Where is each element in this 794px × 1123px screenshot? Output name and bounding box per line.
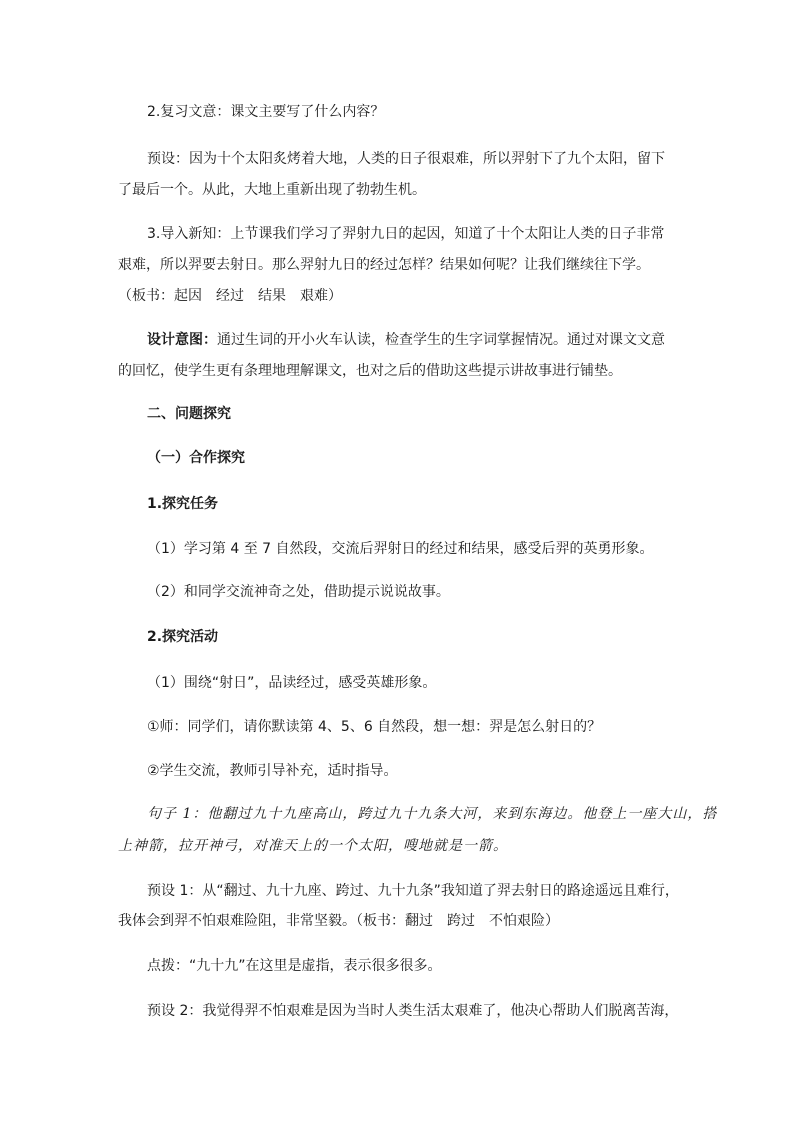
design-intent-text: 通过生词的开小火车认读，检查学生的生字词掌握情况。通过对课文文意 (217, 332, 665, 348)
activity-item-1: （1）围绕“射日”，品读经过，感受英雄形象。 (147, 675, 437, 691)
preset-1-line-2: 我体会到羿不怕艰难险阻，非常坚毅。（板书：翻过 跨过 不怕艰险） (118, 913, 559, 929)
preset-answer-line-2: 了最后一个。从此，大地上重新出现了勃勃生机。 (118, 182, 426, 198)
new-knowledge-line-1: 3.导入新知：上节课我们学习了羿射九日的起因，知道了十个太阳让人类的日子非常 (147, 226, 665, 242)
new-knowledge-line-2: 艰难，所以羿要去射日。那么羿射九日的经过怎样？结果如何呢？让我们继续往下学。 (118, 257, 650, 273)
task-item-1: （1）学习第 4 至 7 自然段，交流后羿射日的经过和结果，感受后羿的英勇形象。 (147, 541, 654, 557)
task-item-2: （2）和同学交流神奇之处，借助提示说说故事。 (147, 584, 450, 600)
teacher-prompt: ①师：同学们，请你默读第 4、5、6 自然段，想一想：羿是怎么射日的？ (147, 719, 602, 735)
review-question: 2.复习文意：课文主要写了什么内容？ (147, 104, 385, 120)
subsection-heading-cooperation: （一）合作探究 (147, 450, 245, 466)
heading-inquiry-task: 1.探究任务 (147, 496, 219, 512)
preset-1-line-1: 预设 1：从“翻过、九十九座、跨过、九十九条”我知道了羿去射日的路途遥远且难行， (147, 883, 679, 899)
design-intent-label: 设计意图： (147, 332, 217, 348)
student-exchange: ②学生交流，教师引导补充，适时指导。 (147, 763, 398, 779)
preset-answer-line-1: 预设：因为十个太阳炙烤着大地，人类的日子很艰难，所以羿射下了九个太阳，留下 (147, 151, 665, 167)
hint-note: 点拨：“九十九”在这里是虚指，表示很多很多。 (147, 958, 442, 974)
sentence-1-line-2: 上神箭，拉开神弓，对准天上的一个太阳，嗖地就是一箭。 (118, 838, 508, 854)
design-intent-line-2: 的回忆，使学生更有条理地理解课文，也对之后的借助这些提示讲故事进行铺垫。 (118, 363, 622, 379)
heading-inquiry-activity: 2.探究活动 (147, 629, 219, 645)
board-note: （板书：起因 经过 结果 艰难） (118, 288, 342, 304)
section-heading-inquiry: 二、问题探究 (147, 406, 231, 422)
design-intent-line-1 (118, 325, 717, 356)
preset-2-line-1: 预设 2：我觉得羿不怕艰难是因为当时人类生活太艰难了，他决心帮助人们脱离苦海， (147, 1003, 679, 1019)
sentence-1-line-1: 句子 1：他翻过九十九座高山，跨过九十九条大河，来到东海边。他登上一座大山，搭 (147, 806, 717, 822)
